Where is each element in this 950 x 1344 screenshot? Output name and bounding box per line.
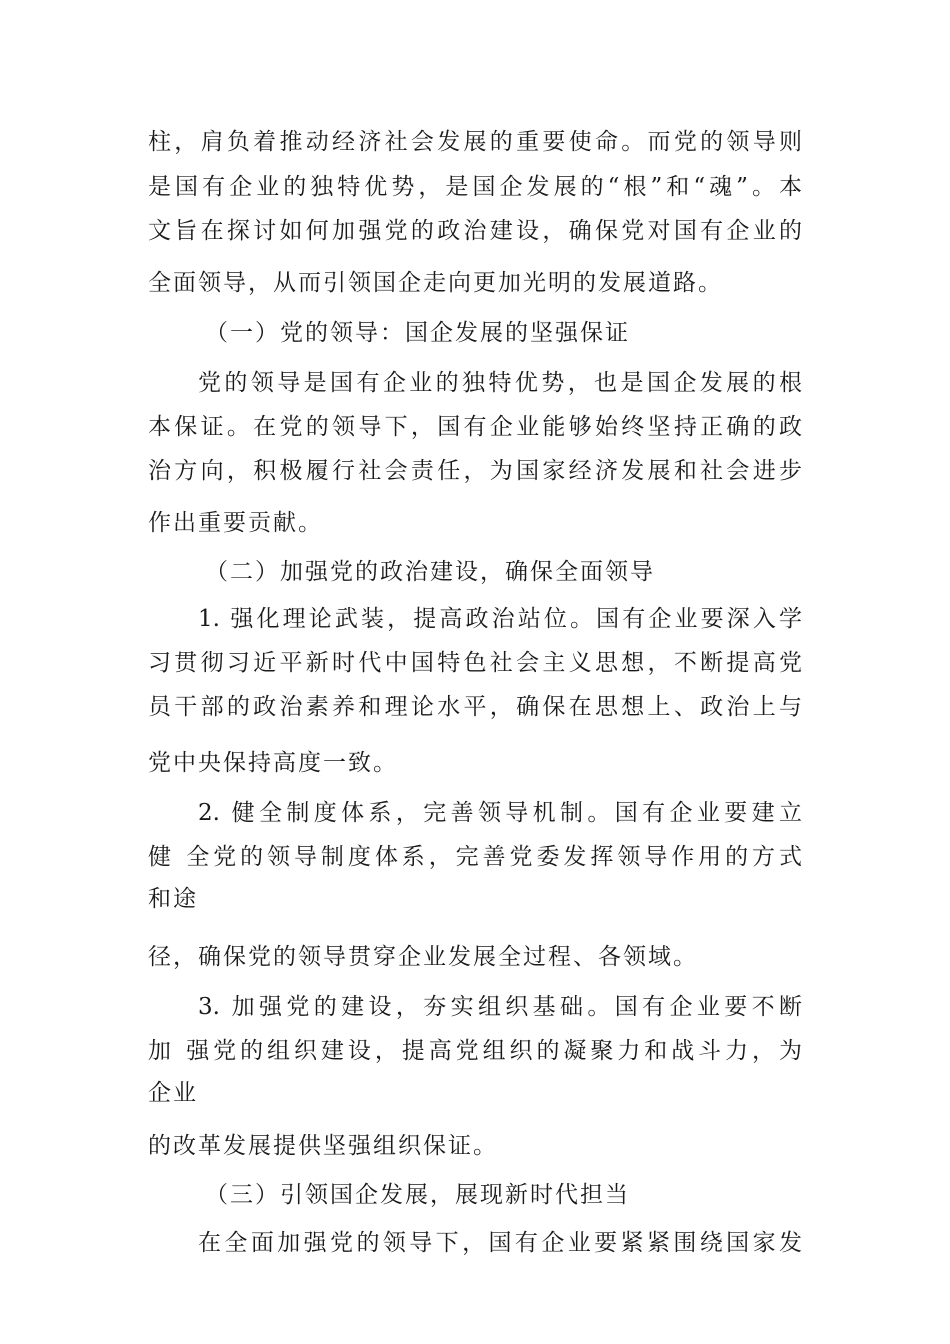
body-line: 作出重要贡献。: [148, 510, 323, 536]
body-line: 柱，肩负着推动经济社会发展的重要使命。而党的领导则: [148, 129, 802, 155]
body-line: 健 全党的领导制度体系，完善党委发挥领导作用的方式: [148, 844, 802, 870]
body-line: 2. 健全制度体系，完善领导机制。国有企业要建立: [198, 800, 802, 826]
section-heading-2: （二）加强党的政治建设，确保全面领导: [205, 559, 655, 585]
body-line: 文旨在探讨如何加强党的政治建设，确保党对国有企业的: [148, 218, 802, 244]
body-line: 的改革发展提供坚强组织保证。: [148, 1133, 498, 1159]
body-line: 治方向，积极履行社会责任，为国家经济发展和社会进步: [148, 458, 802, 484]
body-line: 全面领导，从而引领国企走向更加光明的发展道路。: [148, 270, 723, 296]
body-line: 企业: [148, 1080, 198, 1106]
body-line: 本保证。在党的领导下，国有企业能够始终坚持正确的政: [148, 414, 802, 440]
body-line: 加 强党的组织建设，提高党组织的凝聚力和战斗力，为: [148, 1038, 802, 1064]
section-heading-1: （一）党的领导：国企发展的坚强保证: [205, 320, 630, 346]
body-line: 党中央保持高度一致。: [148, 750, 398, 776]
body-line: 径，确保党的领导贯穿企业发展全过程、各领域。: [148, 944, 698, 970]
body-line: 是国有企业的独特优势，是国企发展的“根”和“魂”。本: [148, 174, 802, 200]
body-line: 1. 强化理论武装，提高政治站位。国有企业要深入学: [198, 606, 802, 632]
body-line: 3. 加强党的建设，夯实组织基础。国有企业要不断: [198, 994, 802, 1020]
body-line: 和途: [148, 886, 198, 912]
body-line: 在全面加强党的领导下，国有企业要紧紧围绕国家发: [198, 1230, 802, 1256]
body-line: 党的领导是国有企业的独特优势，也是国企发展的根: [198, 370, 802, 396]
body-line: 员干部的政治素养和理论水平，确保在思想上、政治上与: [148, 694, 802, 720]
section-heading-3: （三）引领国企发展，展现新时代担当: [205, 1182, 630, 1208]
body-line: 习贯彻习近平新时代中国特色社会主义思想，不断提高党: [148, 650, 802, 676]
